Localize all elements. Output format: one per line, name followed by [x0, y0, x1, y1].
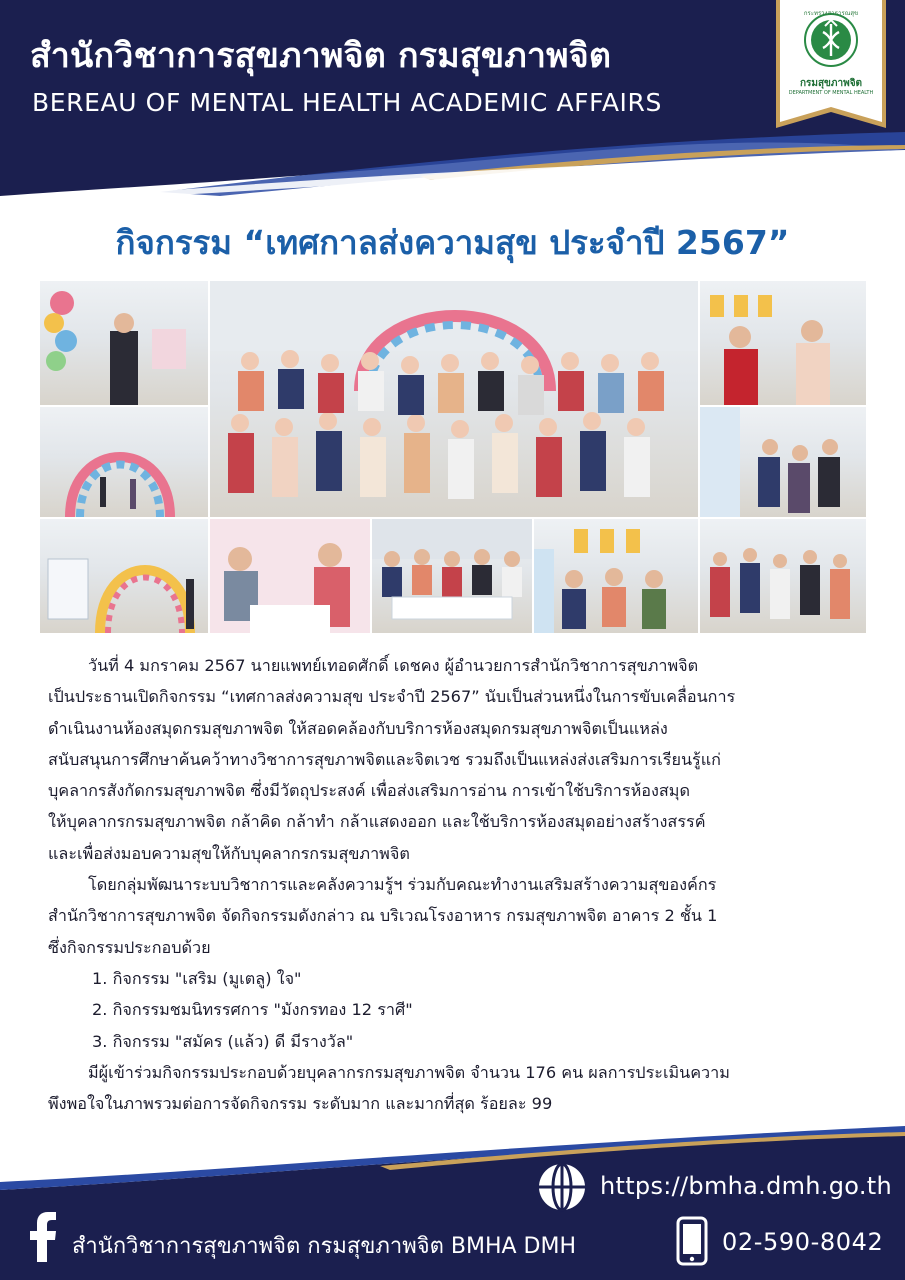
photo-balloon-arch-entrance [40, 407, 208, 517]
logo-banner-shape [776, 0, 886, 132]
body-line: และเพื่อส่งมอบความสุขให้กับบุคลากรกรมสุขภาพจิต [48, 843, 410, 863]
body-line: มีผู้เข้าร่วมกิจกรรมประกอบด้วยบุคลากรกรมสุขภาพจิต จำนวน 176 คน ผลการประเมินความ [88, 1062, 730, 1082]
activity-list-item: 3. กิจกรรม "สมัคร (แล้ว) ดี มีรางวัล" [92, 1031, 354, 1051]
photo-dining-hall-activity [700, 519, 866, 633]
activity-headline: กิจกรรม “เทศกาลส่งความสุข ประจำปี 2567” [115, 223, 790, 262]
activity-list-item: 1. กิจกรรม "เสริม (มูเตลู) ใจ" [92, 968, 302, 988]
department-logo [776, 0, 886, 132]
page-footer [0, 1120, 905, 1280]
photo-participants-at-booth [700, 407, 866, 517]
photo-speaker-with-microphone [40, 281, 208, 405]
body-line: สนับสนุนการศึกษาค้นคว้าทางวิชาการสุขภาพจิตและจิตเวช รวมถึงเป็นแหล่งส่งเสริมการเรียนรู้แก่ [48, 749, 721, 769]
photo-woman-speaking-at-event [700, 281, 866, 405]
body-line: ดำเนินงานห้องสมุดกรมสุขภาพจิต ให้สอดคล้องกับบริการห้องสมุดกรมสุขภาพจิตเป็นแหล่ง [48, 718, 668, 738]
photo-hny-decoration-booth [534, 519, 698, 633]
body-line: โดยกลุ่มพัฒนาระบบวิชาการและคลังความรู้ฯ ร่วมกับคณะทำงานเสริมสร้างความสุของค์กร [88, 875, 717, 895]
website-link[interactable]: https://bmha.dmh.go.th [600, 1172, 892, 1200]
facebook-page-link[interactable]: สำนักวิชาการสุขภาพจิต กรมสุขภาพจิต BMHA DMH [72, 1234, 577, 1259]
facebook-icon[interactable] [28, 1212, 58, 1262]
organization-title-english: BEREAU OF MENTAL HEALTH ACADEMIC AFFAIRS [32, 88, 662, 117]
activity-list-item: 2. กิจกรรมชมนิทรรศการ "มังกรทอง 12 ราศี" [92, 1000, 413, 1020]
logo-name-english: DEPARTMENT OF MENTAL HEALTH [788, 90, 874, 96]
photo-activity-booth-table [372, 519, 532, 633]
globe-icon [537, 1162, 587, 1212]
phone-number-link[interactable]: 02-590-8042 [722, 1228, 884, 1256]
photo-group-photo-balloon-arch [210, 281, 698, 517]
organization-title-thai: สำนักวิชาการสุขภาพจิต กรมสุขภาพจิต [30, 36, 612, 76]
logo-name-thai: กรมสุขภาพจิต [799, 78, 863, 89]
photo-collage [40, 281, 866, 633]
photo-balloon-arch-hallway [40, 519, 208, 633]
body-line: พึงพอใจในภาพรวมต่อการจัดกิจกรรม ระดับมาก และมากที่สุด ร้อยละ 99 [48, 1094, 553, 1114]
body-line: ซึ่งกิจกรรมประกอบด้วย [48, 937, 211, 957]
article-body [48, 650, 858, 1119]
logo-top-text: กระทรวงสาธารณสุข [803, 10, 859, 17]
body-line: วันที่ 4 มกราคม 2567 นายแพทย์เทอดศักดิ์ เดชคง ผู้อำนวยการสำนักวิชาการสุขภาพจิต [88, 656, 699, 675]
phone-icon [676, 1216, 708, 1266]
body-line: ให้บุคลากรกรมสุขภาพจิต กล้าคิด กล้าทำ กล้าแสดงออก และใช้บริการห้องสมุดอย่างสร้างสรรค์ [48, 812, 706, 832]
body-line: บุคลากรสังกัดกรมสุขภาพจิต ซึ่งมีวัตถุประสงค์ เพื่อส่งเสริมการอ่าน การเข้าใช้บริการห้องสมุด [48, 781, 690, 801]
body-line: สำนักวิชาการสุขภาพจิต จัดกิจกรรมดังกล่าว ณ บริเวณโรงอาหาร กรมสุขภาพจิต อาคาร 2 ชั้น 1 [48, 906, 718, 926]
page-header [0, 0, 905, 205]
photo-registration-desk [210, 519, 370, 633]
body-line: เป็นประธานเปิดกิจกรรม “เทศกาลส่งความสุข ประจำปี 2567” นับเป็นส่วนหนึ่งในการขับเคลื่อนการ [48, 687, 736, 707]
